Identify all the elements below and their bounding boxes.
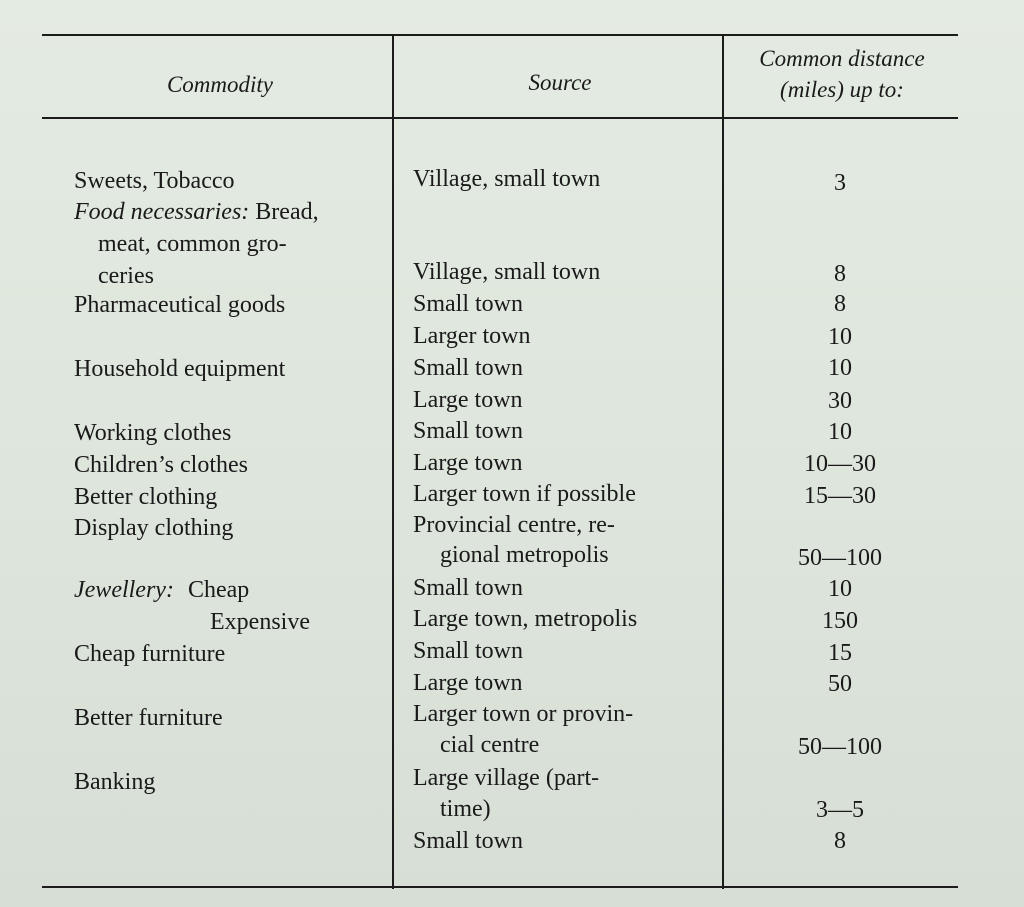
- distance-banking-2: 8: [834, 828, 846, 854]
- distance-sweets: 3: [834, 170, 846, 196]
- header-rule: [42, 117, 958, 119]
- commodity-food: [74, 200, 319, 224]
- distance-children: 10—30: [804, 451, 876, 477]
- distance-better-clothing: 15—30: [804, 483, 876, 509]
- distance-pharma-1: 8: [834, 291, 846, 317]
- source-jewellery-1: Small town: [413, 575, 524, 601]
- source-display-line1: Provincial centre, re-: [413, 512, 615, 538]
- commodity-food-line2: meat, common gro-: [98, 231, 287, 257]
- bottom-rule: [42, 886, 958, 888]
- commodity-children: Children’s clothes: [74, 452, 248, 478]
- source-sweets: Village, small town: [413, 166, 601, 192]
- distance-cheap-furniture-1: 15: [828, 640, 852, 666]
- source-cheap-furniture-2: Large town: [413, 670, 523, 696]
- distance-banking-1: 3—5: [816, 797, 864, 823]
- source-cheap-furniture-1: Small town: [413, 638, 524, 664]
- source-banking-1-line2: time): [440, 796, 491, 822]
- source-pharma-1: Small town: [413, 291, 524, 317]
- column-divider-1: [392, 36, 394, 889]
- source-food: Village, small town: [413, 259, 601, 285]
- source-display-line2: gional metropolis: [440, 542, 609, 568]
- source-working: Small town: [413, 418, 524, 444]
- header-distance-line1: Common distance: [759, 46, 925, 71]
- distance-working: 10: [828, 419, 852, 445]
- distance-jewellery-1: 10: [828, 576, 852, 602]
- distance-food: 8: [834, 261, 846, 287]
- source-better-furniture-line2: cial centre: [440, 732, 540, 758]
- commodity-pharma: Pharmaceutical goods: [74, 292, 286, 318]
- commodity-jewellery-cheap: Cheap: [187, 577, 250, 603]
- top-rule: [42, 34, 958, 36]
- distance-jewellery-2: 150: [822, 608, 858, 634]
- commodity-household: Household equipment: [74, 356, 286, 382]
- commodity-better-furniture: Better furniture: [74, 705, 223, 731]
- commodity-banking: Banking: [74, 769, 156, 795]
- distance-household-1: 10: [828, 355, 852, 381]
- source-household-1: Small town: [413, 355, 524, 381]
- distance-household-2: 30: [828, 388, 852, 414]
- distance-display: 50—100: [798, 545, 882, 571]
- header-distance-line2: (miles) up to:: [780, 77, 904, 102]
- source-children: Large town: [413, 450, 523, 476]
- commodity-better-clothing: Better clothing: [74, 484, 218, 510]
- commodity-sweets: Sweets, Tobacco: [74, 168, 235, 194]
- commodity-jewellery-expensive: Expensive: [210, 609, 310, 635]
- commodity-display: Display clothing: [74, 515, 234, 541]
- distance-cheap-furniture-2: 50: [828, 671, 852, 697]
- commodity-food-rest: Bread,: [249, 199, 319, 225]
- distance-better-furniture: 50—100: [798, 734, 882, 760]
- commodity-food-line3: ceries: [98, 263, 154, 289]
- column-divider-2: [722, 36, 724, 889]
- source-better-furniture-line1: Larger town or provin-: [413, 701, 634, 727]
- distance-pharma-2: 10: [828, 324, 852, 350]
- commodity-jewellery: [74, 578, 249, 602]
- source-household-2: Large town: [413, 387, 523, 413]
- commodity-jewellery-italic: Jewellery:: [74, 577, 174, 603]
- source-banking-1-line1: Large village (part-: [413, 765, 600, 791]
- source-jewellery-2: Large town, metropolis: [413, 606, 638, 632]
- commodity-food-italic: Food necessaries:: [74, 199, 250, 225]
- source-banking-2: Small town: [413, 828, 524, 854]
- commodity-cheap-furniture: Cheap furniture: [74, 641, 226, 667]
- source-better-clothing: Larger town if possible: [413, 481, 636, 507]
- header-commodity: Commodity: [166, 72, 274, 97]
- source-pharma-2: Larger town: [413, 323, 531, 349]
- commodity-working: Working clothes: [74, 420, 232, 446]
- header-source: Source: [528, 70, 592, 95]
